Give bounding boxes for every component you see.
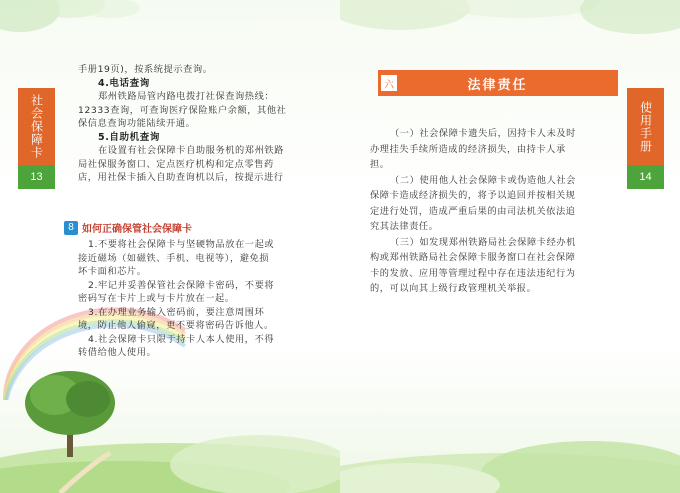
section-number-badge: 8 <box>64 221 78 235</box>
section-body <box>64 238 314 360</box>
text-line: 店，用社保卡插入自助查询机以后，按提示进行 <box>78 172 284 183</box>
section-heading <box>64 220 314 235</box>
text-line: 构或郑州铁路局社会保障卡服务窗口在社会保障 <box>370 252 576 263</box>
text-line: 密码写在卡片上或与卡片放在一起。 <box>78 293 235 304</box>
text-line: 究其法律责任。 <box>370 221 439 232</box>
section-banner <box>378 70 618 96</box>
text-line: 坏卡面和芯片。 <box>78 266 147 277</box>
grass-decoration-bottom <box>340 395 680 493</box>
text-line: 担。 <box>370 159 390 170</box>
text-line: 转借给他人使用。 <box>78 347 157 358</box>
page-number: 14 <box>627 165 664 189</box>
section-card-care <box>64 220 314 360</box>
text-line: 的，可以向其上级行政管理机关举报。 <box>370 283 537 294</box>
left-body-text <box>78 63 313 185</box>
text-line: 2.牢记并妥善保管社会保障卡密码，不要将 <box>88 279 275 291</box>
text-line: 办理挂失手续所造成的经济损失，由持卡人承 <box>370 143 566 155</box>
text-line: 1.不要将社会保障卡与坚硬物品放在一起或 <box>88 239 275 250</box>
chapter-tab-title: 社会保障卡 <box>18 88 55 165</box>
text-line: 保信息查询功能陆续开通。 <box>78 118 196 129</box>
chapter-tab-left <box>18 88 55 189</box>
page-number: 13 <box>18 165 55 189</box>
text-line: 保障卡造成经济损失的，将予以追回并按相关规 <box>370 190 576 201</box>
text-line: （二）使用他人社会保障卡或伪造他人社会 <box>390 174 576 186</box>
text-line: 境，防止他人偷窥，更不要将密码告诉他人。 <box>78 320 274 331</box>
foliage-decoration-top <box>340 0 680 70</box>
right-body-text <box>370 127 615 298</box>
text-line: （一）社会保障卡遗失后，因持卡人未及时 <box>390 128 576 139</box>
text-line: 12333查询，可查询医疗保险账户余额，其他社 <box>78 104 287 116</box>
chapter-tab-title: 使用手册 <box>627 88 664 165</box>
text-line: （三）如发现郑州铁路局社会保障卡经办机 <box>390 236 576 248</box>
text-line: 3.在办理业务输入密码前，要注意周围环 <box>88 306 265 318</box>
text-line: 局社保服务窗口、定点医疗机构和定点零售药 <box>78 158 274 170</box>
section-title: 法律责任 <box>467 77 528 93</box>
text-line: 卡的发放、应用等管理过程中存在违法违纪行为 <box>370 267 576 279</box>
text-line: 接近磁场（如磁铁、手机、电视等），避免损 <box>78 252 270 264</box>
tree-meadow-illustration <box>0 355 340 493</box>
text-line: 定进行处罚，造成严重后果的由司法机关依法追 <box>370 205 576 217</box>
subheading-kiosk-query: 5.自助机查询 <box>98 131 160 143</box>
foliage-decoration-top-left <box>0 0 150 60</box>
subheading-phone-query: 4.电话查询 <box>98 77 150 89</box>
chapter-tab-right <box>627 88 664 189</box>
section-title: 如何正确保管社会保障卡 <box>82 224 192 235</box>
text-line: 在设置有社会保障卡自助服务机的郑州铁路 <box>98 145 284 156</box>
text-line: 手册19页)，按系统提示查询。 <box>78 64 213 75</box>
right-page <box>340 0 680 493</box>
text-line: 郑州铁路局管内路电拨打社保查询热线： <box>98 91 275 102</box>
text-line: 4.社会保障卡只限于持卡人本人使用，不得 <box>88 333 275 345</box>
section-number-box: 六 <box>381 75 397 91</box>
